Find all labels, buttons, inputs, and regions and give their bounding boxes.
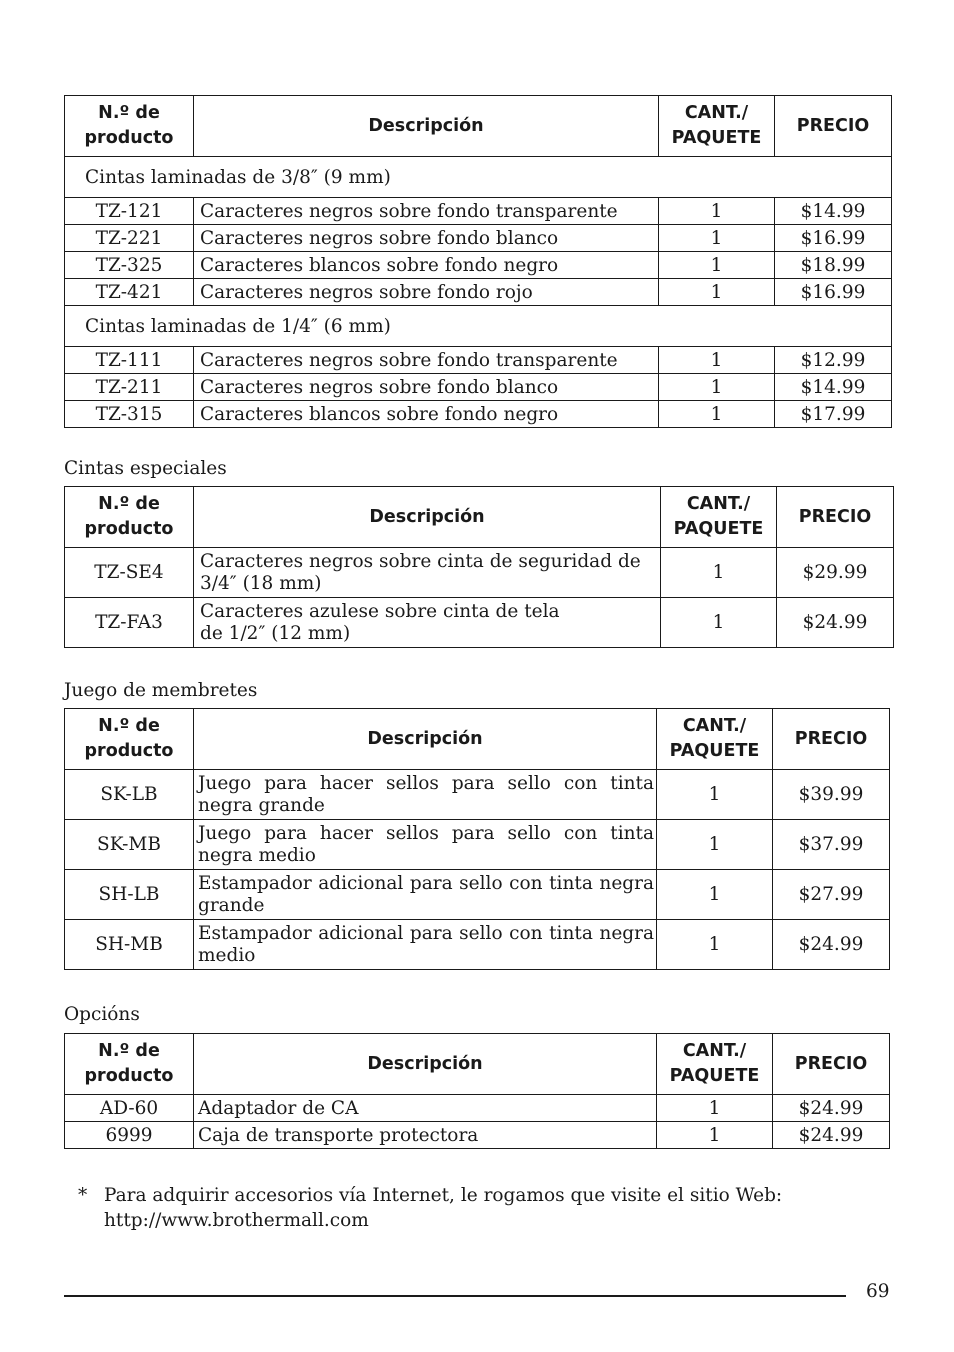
table-row [65, 820, 890, 870]
table-row [65, 1122, 890, 1149]
product-description: Caracteres negros sobre fondo blanco [194, 374, 659, 401]
product-description: Caracteres negros sobre fondo transparente [194, 198, 659, 225]
footnote-text-block [104, 1183, 824, 1233]
product-description: Estampador adicional para sello con tinta negra medio [194, 920, 657, 970]
table-row [65, 252, 892, 279]
table-header-row [65, 709, 890, 770]
product-code: SH-LB [65, 870, 194, 920]
header-qty: CANT./ PAQUETE [657, 1034, 773, 1095]
section-title: Cintas laminadas de 1/4″ (6 mm) [65, 306, 892, 347]
product-qty: 1 [657, 770, 773, 820]
header-qty: CANT./ PAQUETE [661, 487, 777, 548]
special-tapes-title: Cintas especiales [64, 458, 227, 479]
product-qty: 1 [661, 598, 777, 648]
product-price: $24.99 [773, 1122, 890, 1149]
product-description: Juego para hacer sellos para sello con tinta negra medio [194, 820, 657, 870]
table-row [65, 870, 890, 920]
product-price: $29.99 [777, 548, 894, 598]
product-description: Adaptador de CA [194, 1095, 657, 1122]
product-price: $16.99 [775, 279, 892, 306]
footnote-url[interactable]: http://www.brothermall.com [104, 1210, 369, 1231]
header-qty: CANT./ PAQUETE [659, 96, 775, 157]
product-code: AD-60 [65, 1095, 194, 1122]
header-price: PRECIO [775, 96, 892, 157]
product-price: $18.99 [775, 252, 892, 279]
header-price: PRECIO [777, 487, 894, 548]
product-description: Caracteres negros sobre fondo transparente [194, 347, 659, 374]
product-price: $27.99 [773, 870, 890, 920]
product-code: 6999 [65, 1122, 194, 1149]
header-description: Descripción [194, 1034, 657, 1095]
product-qty: 1 [657, 920, 773, 970]
product-description: Caja de transporte protectora [194, 1122, 657, 1149]
product-qty: 1 [657, 1095, 773, 1122]
product-qty: 1 [657, 870, 773, 920]
product-qty: 1 [659, 252, 775, 279]
table-row [65, 374, 892, 401]
product-code: SK-MB [65, 820, 194, 870]
stamp-kits-title: Juego de membretes [64, 680, 258, 701]
product-description: Caracteres azulese sobre cinta de tela de 1/2″ (12 mm) [194, 598, 661, 648]
header-product: N.º de producto [65, 709, 194, 770]
product-code: TZ-421 [65, 279, 194, 306]
product-qty: 1 [659, 347, 775, 374]
product-qty: 1 [657, 820, 773, 870]
product-price: $24.99 [773, 1095, 890, 1122]
product-price: $17.99 [775, 401, 892, 428]
product-price: $39.99 [773, 770, 890, 820]
product-code: TZ-111 [65, 347, 194, 374]
product-qty: 1 [661, 548, 777, 598]
special-tapes-table [64, 486, 894, 648]
product-qty: 1 [659, 225, 775, 252]
footnote-text: Para adquirir accesorios vía Internet, le rogamos que visite el sitio Web: [104, 1185, 783, 1206]
product-description: Estampador adicional para sello con tinta negra grande [194, 870, 657, 920]
product-qty: 1 [659, 198, 775, 225]
header-price: PRECIO [773, 1034, 890, 1095]
header-product: N.º de producto [65, 1034, 194, 1095]
product-code: TZ-325 [65, 252, 194, 279]
product-price: $12.99 [775, 347, 892, 374]
section-title: Cintas laminadas de 3/8″ (9 mm) [65, 157, 892, 198]
product-description: Caracteres negros sobre fondo rojo [194, 279, 659, 306]
product-description: Caracteres blancos sobre fondo negro [194, 252, 659, 279]
table-row [65, 598, 894, 648]
product-code: SK-LB [65, 770, 194, 820]
product-description: Caracteres blancos sobre fondo negro [194, 401, 659, 428]
product-description: Juego para hacer sellos para sello con tinta negra grande [194, 770, 657, 820]
table-row [65, 548, 894, 598]
product-qty: 1 [659, 279, 775, 306]
product-qty: 1 [659, 374, 775, 401]
product-price: $16.99 [775, 225, 892, 252]
header-description: Descripción [194, 96, 659, 157]
product-price: $14.99 [775, 374, 892, 401]
product-code: TZ-FA3 [65, 598, 194, 648]
table-header-row [65, 487, 894, 548]
options-title: Opcións [64, 1004, 140, 1025]
footnote-marker: * [78, 1185, 88, 1206]
product-code: SH-MB [65, 920, 194, 970]
table-row [65, 401, 892, 428]
header-description: Descripción [194, 487, 661, 548]
product-price: $24.99 [773, 920, 890, 970]
product-code: TZ-SE4 [65, 548, 194, 598]
table-row [65, 225, 892, 252]
product-price: $24.99 [777, 598, 894, 648]
table-row [65, 198, 892, 225]
table-header-row [65, 96, 892, 157]
table-row [65, 920, 890, 970]
product-qty: 1 [657, 1122, 773, 1149]
table-header-row [65, 1034, 890, 1095]
header-qty: CANT./ PAQUETE [657, 709, 773, 770]
footer-rule [64, 1295, 846, 1297]
product-code: TZ-315 [65, 401, 194, 428]
product-price: $14.99 [775, 198, 892, 225]
header-price: PRECIO [773, 709, 890, 770]
product-code: TZ-121 [65, 198, 194, 225]
product-description: Caracteres negros sobre fondo blanco [194, 225, 659, 252]
product-code: TZ-221 [65, 225, 194, 252]
options-table [64, 1033, 890, 1149]
header-description: Descripción [194, 709, 657, 770]
header-product: N.º de producto [65, 96, 194, 157]
product-qty: 1 [659, 401, 775, 428]
product-description: Caracteres negros sobre cinta de seguridad de 3/4″ (18 mm) [194, 548, 661, 598]
header-product: N.º de producto [65, 487, 194, 548]
section-row [65, 306, 892, 347]
table-row [65, 1095, 890, 1122]
section-row [65, 157, 892, 198]
product-price: $37.99 [773, 820, 890, 870]
laminated-tapes-table [64, 95, 892, 428]
product-code: TZ-211 [65, 374, 194, 401]
table-row [65, 347, 892, 374]
table-row [65, 770, 890, 820]
page-number: 69 [866, 1281, 890, 1302]
stamp-kits-table [64, 708, 890, 970]
table-row [65, 279, 892, 306]
